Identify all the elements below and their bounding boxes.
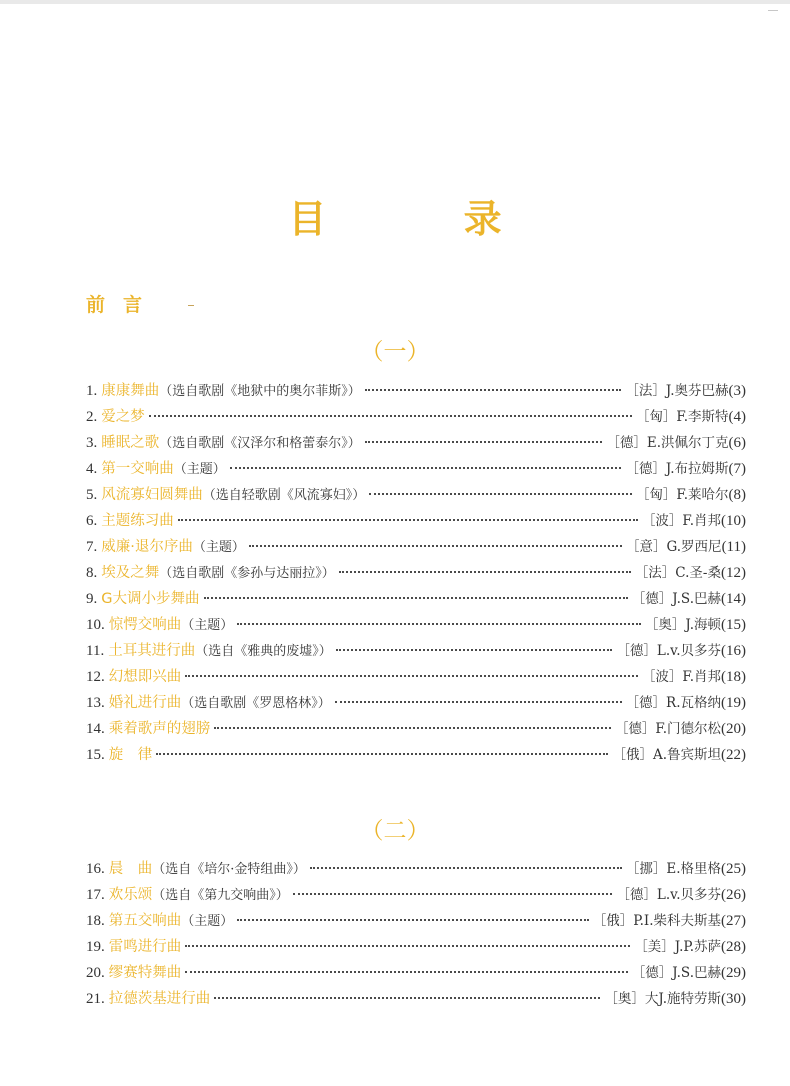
entry-page: (14) — [721, 591, 746, 607]
entry-title: 埃及之舞 — [101, 565, 160, 581]
entry-title: G大调小步舞曲 — [101, 591, 200, 607]
toc-entry[interactable] — [86, 482, 746, 508]
entry-composer: ［德］F.门德尔松 — [614, 721, 721, 737]
entry-title: 拉德茨基进行曲 — [108, 991, 211, 1007]
entry-page: (12) — [721, 565, 746, 581]
dot-leader — [365, 389, 622, 391]
entry-title: 雷鸣进行曲 — [108, 939, 182, 955]
toc-entry[interactable] — [86, 508, 746, 534]
entry-title: 爱之梦 — [101, 409, 145, 425]
entry-composer: ［奥］大J.施特劳斯 — [604, 991, 721, 1007]
entry-composer: ［德］L.v.贝多芬 — [616, 887, 721, 903]
entry-composer: ［匈］F.李斯特 — [635, 409, 729, 425]
toc-entry[interactable] — [86, 882, 746, 908]
entry-composer: ［波］F.肖邦 — [641, 513, 721, 529]
entry-composer: ［法］J.奥芬巴赫 — [625, 383, 729, 399]
entry-composer: ［意］G.罗西尼 — [625, 539, 722, 555]
section-heading-2: （二） — [360, 818, 430, 844]
entry-page: (4) — [728, 409, 746, 425]
entry-composer: ［德］J.S.巴赫 — [631, 591, 721, 607]
entry-number: 17. — [86, 887, 105, 903]
entry-title: 晨 曲 — [108, 861, 153, 877]
section-heading-1: （一） — [360, 339, 430, 365]
entry-title: 第一交响曲 — [101, 461, 174, 477]
toc-entry[interactable] — [86, 908, 746, 934]
entry-note: （选自《第九交响曲》） — [152, 888, 289, 903]
dot-leader — [204, 597, 628, 599]
dot-leader — [369, 493, 632, 495]
entry-title: 威廉·退尔序曲 — [101, 539, 193, 555]
dot-leader — [185, 971, 628, 973]
entry-note: （选自歌剧《地狱中的奥尔菲斯》） — [159, 384, 361, 399]
entry-page: (6) — [728, 435, 746, 451]
entry-title: 第五交响曲 — [108, 913, 182, 929]
entry-composer: ［奥］J.海顿 — [644, 617, 721, 633]
entry-title: 睡眠之歌 — [101, 435, 160, 451]
dot-leader — [185, 675, 638, 677]
toc-entry[interactable] — [86, 638, 746, 664]
entry-number: 9. — [86, 591, 98, 607]
entry-composer: ［俄］P.I.柴科夫斯基 — [592, 913, 721, 929]
entry-note: （主题） — [181, 914, 234, 929]
entry-number: 21. — [86, 991, 105, 1007]
entry-number: 10. — [86, 617, 105, 633]
entry-number: 12. — [86, 669, 105, 685]
entry-note: （主题） — [181, 618, 234, 633]
entry-title: 婚礼进行曲 — [108, 695, 182, 711]
entry-page: (16) — [721, 643, 746, 659]
entry-page: (30) — [721, 991, 746, 1007]
entry-page: (18) — [721, 669, 746, 685]
entry-title: 康康舞曲 — [101, 383, 160, 399]
entry-title: 土耳其进行曲 — [108, 643, 196, 659]
entry-number: 7. — [86, 539, 98, 555]
dot-leader — [293, 893, 613, 895]
entry-title: 主题练习曲 — [101, 513, 174, 529]
entry-number: 3. — [86, 435, 98, 451]
entry-page: (7) — [728, 461, 746, 477]
dot-leader — [249, 545, 622, 547]
entry-number: 6. — [86, 513, 98, 529]
entry-note: （选自歌剧《罗恩格林》） — [181, 696, 331, 711]
toc-entry[interactable] — [86, 856, 746, 882]
dot-leader — [214, 727, 611, 729]
preface-heading[interactable]: 前言 — [86, 294, 161, 316]
entry-number: 19. — [86, 939, 105, 955]
toc-entry[interactable] — [86, 934, 746, 960]
dot-leader — [365, 441, 603, 443]
corner-mark — [768, 10, 778, 17]
dot-leader — [339, 571, 631, 573]
entry-composer: ［美］J.P.苏萨 — [634, 939, 721, 955]
entry-number: 4. — [86, 461, 98, 477]
entry-page: (11) — [721, 539, 746, 555]
entry-title: 缪赛特舞曲 — [108, 965, 182, 981]
dot-leader — [237, 623, 641, 625]
entry-composer: ［挪］E.格里格 — [625, 861, 721, 877]
entry-number: 15. — [86, 747, 105, 763]
entry-page: (20) — [721, 721, 746, 737]
toc-entry[interactable] — [86, 404, 746, 430]
entry-number: 11. — [86, 643, 105, 659]
entry-number: 8. — [86, 565, 98, 581]
dot-leader — [310, 867, 622, 869]
entry-page: (3) — [728, 383, 746, 399]
entry-page: (15) — [721, 617, 746, 633]
entry-note: （主题） — [173, 462, 226, 477]
entry-page: (26) — [721, 887, 746, 903]
entry-number: 2. — [86, 409, 98, 425]
dot-leader — [156, 753, 608, 755]
entry-composer: ［德］L.v.贝多芬 — [616, 643, 721, 659]
entry-title: 风流寡妇圆舞曲 — [101, 487, 203, 503]
entry-page: (19) — [721, 695, 746, 711]
toc-entry[interactable] — [86, 378, 746, 404]
page-title: 目 录 — [288, 197, 564, 241]
entry-title: 乘着歌声的翅膀 — [108, 721, 211, 737]
toc-entry[interactable] — [86, 586, 746, 612]
entry-page: (29) — [721, 965, 746, 981]
entry-page: (28) — [721, 939, 746, 955]
dot-leader — [230, 467, 622, 469]
entry-composer: ［德］J.布拉姆斯 — [625, 461, 729, 477]
dot-leader — [214, 997, 600, 999]
entry-composer: ［法］C.圣-桑 — [634, 565, 721, 581]
entry-number: 1. — [86, 383, 98, 399]
entry-number: 18. — [86, 913, 105, 929]
entry-note: （选自《雅典的废墟》） — [195, 644, 332, 659]
toc-entry[interactable] — [86, 612, 746, 638]
toc-entry[interactable] — [86, 960, 746, 986]
toc-entry[interactable] — [86, 716, 746, 742]
entry-page: (25) — [721, 861, 746, 877]
entry-number: 14. — [86, 721, 105, 737]
toc-list-section-2 — [86, 856, 746, 1012]
entry-number: 13. — [86, 695, 105, 711]
toc-entry[interactable] — [86, 986, 746, 1012]
entry-composer: ［匈］F.莱哈尔 — [635, 487, 729, 503]
entry-composer: ［德］E.洪佩尔丁克 — [606, 435, 729, 451]
entry-composer: ［俄］A.鲁宾斯坦 — [612, 747, 721, 763]
dot-leader — [178, 519, 638, 521]
entry-note: （选自歌剧《参孙与达丽拉》） — [159, 566, 335, 581]
entry-title: 欢乐颂 — [108, 887, 153, 903]
entry-page: (27) — [721, 913, 746, 929]
dot-leader — [336, 649, 613, 651]
preface-dash — [188, 305, 194, 306]
scan-edge — [0, 0, 790, 4]
toc-entry[interactable] — [86, 664, 746, 690]
entry-note: （选自《培尔·金特组曲》） — [152, 862, 306, 877]
toc-entry[interactable] — [86, 456, 746, 482]
entry-composer: ［德］R.瓦格纳 — [625, 695, 721, 711]
entry-page: (8) — [728, 487, 746, 503]
entry-note: （选自轻歌剧《风流寡妇》） — [202, 488, 366, 503]
entry-number: 20. — [86, 965, 105, 981]
entry-number: 5. — [86, 487, 98, 503]
dot-leader — [185, 945, 630, 947]
toc-entry[interactable] — [86, 690, 746, 716]
dot-leader — [335, 701, 622, 703]
entry-note: （主题） — [192, 540, 245, 555]
entry-title: 幻想即兴曲 — [108, 669, 182, 685]
entry-page: (10) — [721, 513, 746, 529]
entry-title: 惊愕交响曲 — [108, 617, 182, 633]
dot-leader — [237, 919, 588, 921]
dot-leader — [149, 415, 632, 417]
entry-title: 旋 律 — [108, 747, 153, 763]
entry-composer: ［德］J.S.巴赫 — [631, 965, 721, 981]
entry-number: 16. — [86, 861, 105, 877]
entry-note: （选自歌剧《汉泽尔和格蕾泰尔》） — [159, 436, 361, 451]
toc-list-section-1 — [86, 378, 746, 768]
toc-entry[interactable] — [86, 430, 746, 456]
toc-entry[interactable] — [86, 534, 746, 560]
toc-entry[interactable] — [86, 560, 746, 586]
toc-entry[interactable] — [86, 742, 746, 768]
entry-page: (22) — [721, 747, 746, 763]
entry-composer: ［波］F.肖邦 — [641, 669, 721, 685]
